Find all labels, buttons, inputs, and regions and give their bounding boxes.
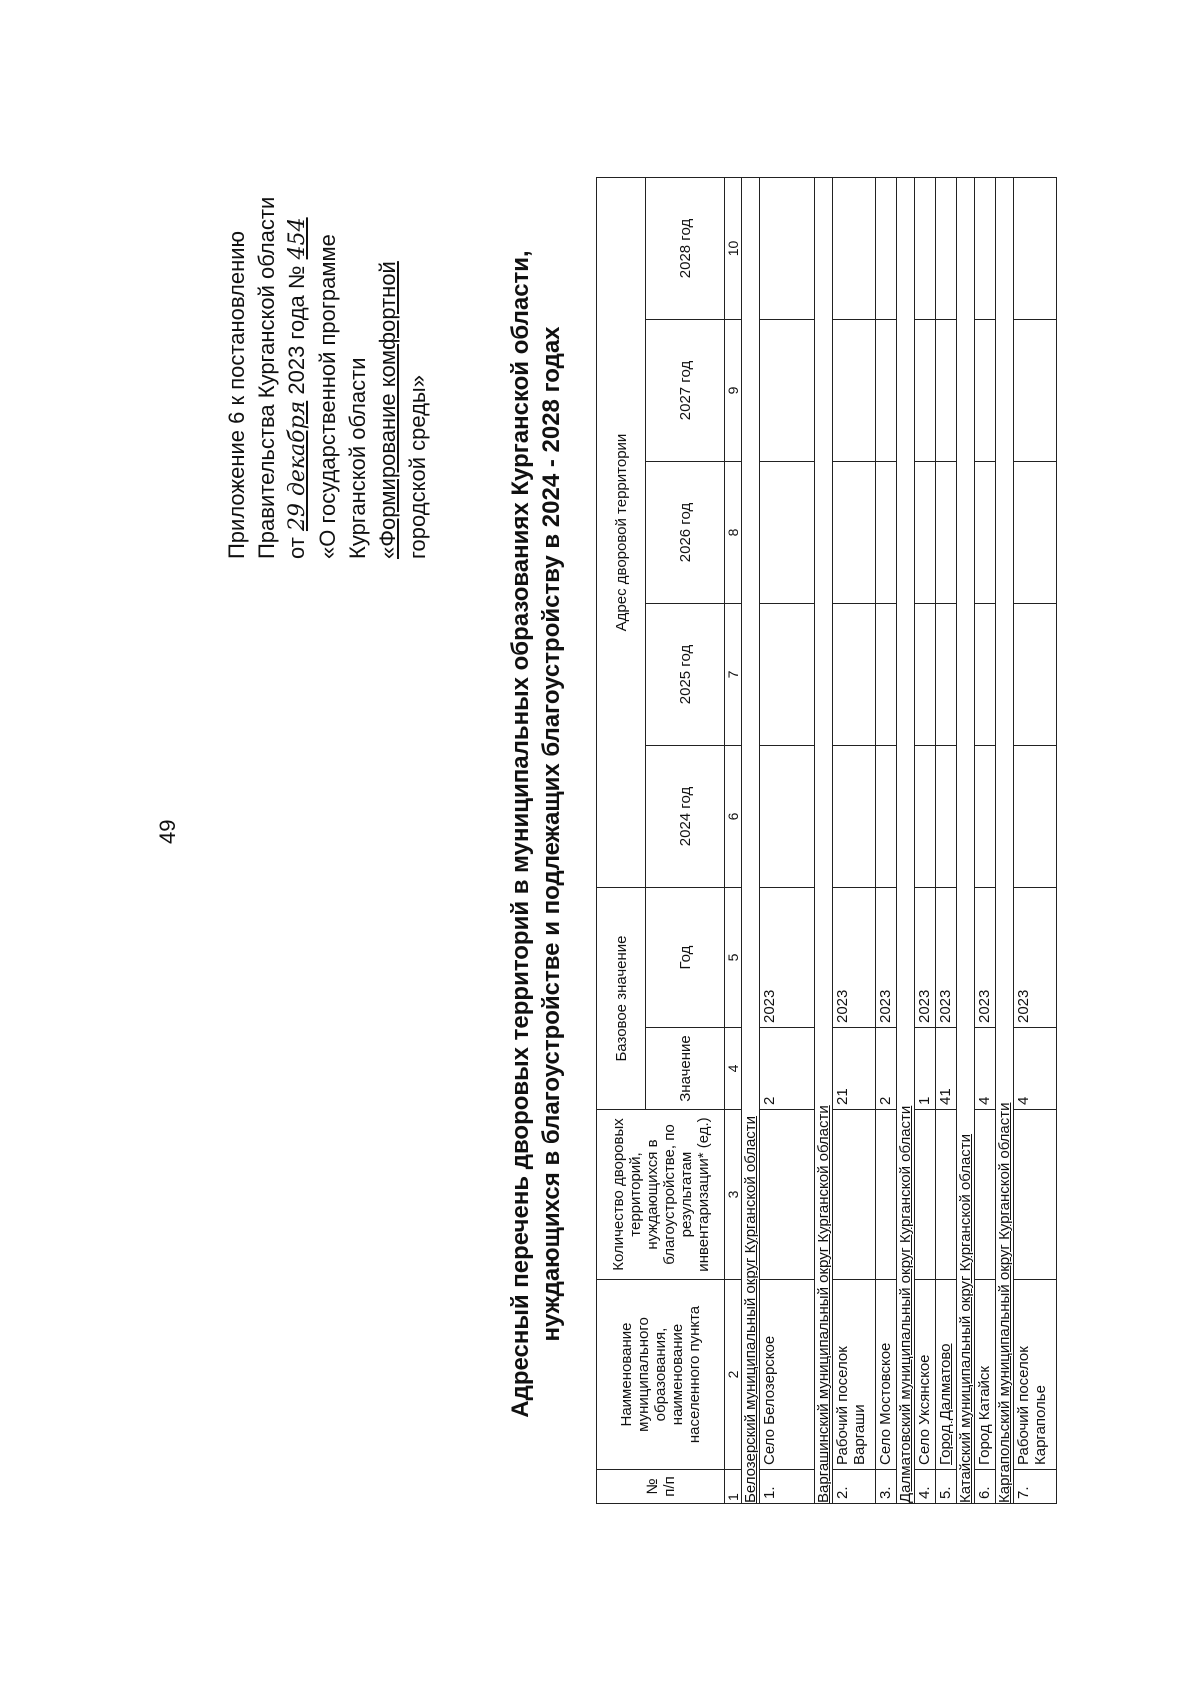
cell-2026 — [833, 462, 876, 604]
group-name: Варгашинский муниципальный округ Курганской области — [815, 1105, 832, 1503]
column-number: 4 — [725, 1028, 742, 1110]
cell-2025 — [915, 604, 936, 746]
header-2024: 2024 год — [646, 746, 725, 888]
row-name: Город Катайск — [975, 1280, 996, 1470]
header-2027: 2027 год — [646, 320, 725, 462]
header-name: Наименование муниципального образования, наименование населенного пункта — [597, 1280, 725, 1470]
header-2025: 2025 год — [646, 604, 725, 746]
row-value: 1 — [915, 1028, 936, 1110]
appendix-line-7: городской среды» — [405, 375, 430, 559]
row-num: 4. — [915, 1470, 936, 1504]
address-list-table — [596, 177, 1057, 1504]
row-value: 41 — [936, 1028, 957, 1110]
cell-2028 — [760, 178, 815, 320]
table-row — [936, 178, 957, 1504]
header-base-value: Значение — [646, 1028, 725, 1110]
row-value: 4 — [1014, 1028, 1057, 1110]
appendix-from: от — [284, 537, 309, 559]
appendix-line-1: Приложение 6 к постановлению — [224, 230, 249, 559]
cell-2024 — [975, 746, 996, 888]
column-number: 6 — [725, 746, 742, 888]
table-row — [915, 178, 936, 1504]
cell-2024 — [876, 746, 897, 888]
group-row — [742, 178, 760, 1504]
row-year: 2023 — [760, 888, 815, 1028]
header-address: Адрес дворовой территории — [597, 178, 646, 888]
header-base: Базовое значение — [597, 888, 646, 1110]
row-name: Город Далматово — [936, 1280, 957, 1470]
handwritten-number: 454 — [285, 217, 310, 260]
cell-2024 — [760, 746, 815, 888]
appendix-line-6: «Формирование комфортной — [375, 261, 400, 559]
group-row — [897, 178, 915, 1504]
row-count — [833, 1110, 876, 1280]
appendix-year-number: 2023 года № — [284, 265, 309, 395]
cell-2028 — [975, 178, 996, 320]
group-name: Катайский муниципальный округ Курганской области — [957, 1133, 974, 1503]
cell-2025 — [975, 604, 996, 746]
cell-2025 — [876, 604, 897, 746]
column-number: 7 — [725, 604, 742, 746]
cell-2026 — [876, 462, 897, 604]
title-line-1: Адресный перечень дворовых территорий в муниципальных образованиях Курганской области, — [507, 250, 534, 1418]
header-2026: 2026 год — [646, 462, 725, 604]
group-row — [996, 178, 1014, 1504]
row-value: 4 — [975, 1028, 996, 1110]
row-value: 21 — [833, 1028, 876, 1110]
header-2028: 2028 год — [646, 178, 725, 320]
row-count — [936, 1110, 957, 1280]
appendix-line-5: Курганской области — [345, 357, 370, 559]
cell-2028 — [833, 178, 876, 320]
cell-2025 — [1014, 604, 1057, 746]
group-name: Каргапольский муниципальный округ Курганской области — [996, 1102, 1013, 1503]
row-name: Село Белозерское — [760, 1280, 815, 1470]
row-year: 2023 — [915, 888, 936, 1028]
cell-2028 — [915, 178, 936, 320]
row-year: 2023 — [975, 888, 996, 1028]
cell-2025 — [936, 604, 957, 746]
appendix-line-2: Правительства Курганской области — [254, 196, 279, 559]
row-num: 3. — [876, 1470, 897, 1504]
row-name: Рабочий поселок Варгаши — [833, 1280, 876, 1470]
cell-2026 — [760, 462, 815, 604]
column-number: 9 — [725, 320, 742, 462]
document-title — [505, 184, 567, 1484]
column-number: 1 — [725, 1470, 742, 1504]
table-row — [876, 178, 897, 1504]
cell-2028 — [936, 178, 957, 320]
cell-2027 — [915, 320, 936, 462]
row-count — [760, 1110, 815, 1280]
group-name: Белозерский муниципальный округ Курганской области — [742, 1115, 759, 1503]
title-line-2: нуждающихся в благоустройстве и подлежащих благоустройству в 2024 - 2028 годах — [538, 326, 565, 1342]
header-count: Количество дворовых территорий, нуждающихся в благоустройстве, по результатам инвентаризации* (ед.) — [597, 1110, 725, 1280]
row-name: Село Уксянское — [915, 1280, 936, 1470]
cell-2027 — [975, 320, 996, 462]
column-number: 10 — [725, 178, 742, 320]
cell-2026 — [915, 462, 936, 604]
column-number: 2 — [725, 1280, 742, 1470]
row-count — [975, 1110, 996, 1280]
cell-2024 — [1014, 746, 1057, 888]
cell-2027 — [1014, 320, 1057, 462]
cell-2024 — [936, 746, 957, 888]
row-count — [1014, 1110, 1057, 1280]
row-num: 5. — [936, 1470, 957, 1504]
table-row — [975, 178, 996, 1504]
appendix-line-4: «О государственной программе — [315, 234, 340, 559]
row-num: 6. — [975, 1470, 996, 1504]
cell-2025 — [833, 604, 876, 746]
row-year: 2023 — [876, 888, 897, 1028]
row-value: 2 — [876, 1028, 897, 1110]
page-number: 49 — [155, 819, 180, 844]
row-year: 2023 — [936, 888, 957, 1028]
column-number: 5 — [725, 888, 742, 1028]
cell-2027 — [936, 320, 957, 462]
row-count — [915, 1110, 936, 1280]
row-year: 2023 — [1014, 888, 1057, 1028]
cell-2027 — [760, 320, 815, 462]
column-number: 3 — [725, 1110, 742, 1280]
table-row — [1014, 178, 1057, 1504]
row-num: 2. — [833, 1470, 876, 1504]
row-count — [876, 1110, 897, 1280]
header-num: № п/п — [597, 1470, 725, 1504]
cell-2024 — [915, 746, 936, 888]
row-name: Рабочий поселок Каргаполье — [1014, 1280, 1057, 1470]
cell-2027 — [833, 320, 876, 462]
cell-2027 — [876, 320, 897, 462]
cell-2024 — [833, 746, 876, 888]
column-number: 8 — [725, 462, 742, 604]
row-num: 7. — [1014, 1470, 1057, 1504]
row-name: Село Мостовское — [876, 1280, 897, 1470]
cell-2026 — [975, 462, 996, 604]
appendix-block — [222, 39, 433, 559]
group-row — [957, 178, 975, 1504]
column-number-row — [725, 178, 742, 1504]
row-num: 1. — [760, 1470, 815, 1504]
row-year: 2023 — [833, 888, 876, 1028]
table-row — [833, 178, 876, 1504]
appendix-line-3 — [282, 39, 313, 559]
cell-2028 — [1014, 178, 1057, 320]
cell-2028 — [876, 178, 897, 320]
table-row — [760, 178, 815, 1504]
row-value: 2 — [760, 1028, 815, 1110]
header-base-year: Год — [646, 888, 725, 1028]
cell-2025 — [760, 604, 815, 746]
cell-2026 — [936, 462, 957, 604]
handwritten-date: 29 декабря — [285, 400, 310, 532]
cell-2026 — [1014, 462, 1057, 604]
group-row — [815, 178, 833, 1504]
group-name: Далматовский муниципальный округ Курганской области — [897, 1105, 914, 1503]
